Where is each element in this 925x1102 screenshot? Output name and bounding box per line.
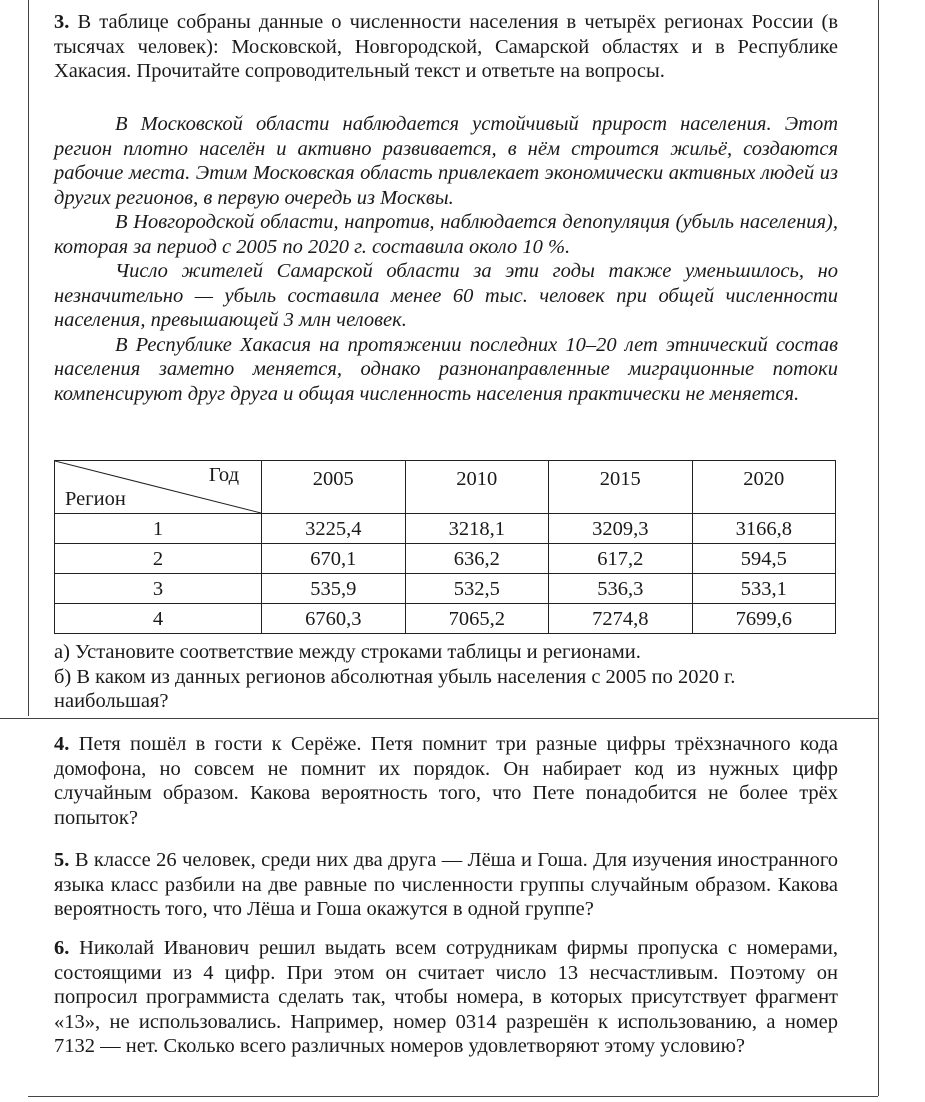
table-cell: 7699,6 (692, 604, 836, 634)
row-label: 1 (55, 514, 262, 544)
table-cell: 6760,3 (262, 604, 406, 634)
problem-5-number: 5. (54, 849, 70, 871)
frame-bottom-line (28, 1096, 878, 1097)
frame-right-line (878, 0, 879, 1096)
year-header: 2005 (262, 461, 406, 514)
row-label: 3 (55, 574, 262, 604)
table-header-row (55, 461, 836, 514)
paragraph-samara: Число жителей Самарской области за эти годы также уменьшилось, но незначительно — убыль составила менее 60 тыс. человек при общей численности населения, превышающей 3 млн человек. (54, 260, 838, 331)
problem-6 (54, 936, 838, 1059)
table-cell: 536,3 (549, 574, 693, 604)
problem-4-text: Петя пошёл в гости к Серёже. Петя помнит три разные цифры трёхзначного кода домофона, но совсем не помнит их порядок. Он набирает код из нужных цифр случайным образом. Какова вероятность того, что Пете понадобится не более трёх попыток? (54, 733, 838, 829)
problem-3-intro (54, 10, 838, 84)
problem-5 (54, 848, 838, 922)
paragraph-moscow: В Московской области наблюдается устойчивый прирост населения. Этот регион плотно населён и активно развивается, в нём строится жильё, создаются рабочие места. Этим Московская область привлекает экономически активных людей из других регионов, в первую очередь из Москвы. (54, 113, 838, 209)
table-cell: 670,1 (262, 544, 406, 574)
corner-year-label: Год (208, 464, 239, 486)
question-b: б) В каком из данных регионов абсолютная убыль населения с 2005 по 2020 г. наибольшая? (54, 665, 736, 712)
year-header: 2015 (549, 461, 693, 514)
table-cell: 594,5 (692, 544, 836, 574)
table-cell: 3225,4 (262, 514, 406, 544)
table-row (55, 574, 836, 604)
problem-4-number: 4. (54, 733, 70, 755)
problem-3-questions (54, 640, 838, 714)
frame-left-line (28, 0, 29, 716)
table-cell: 3166,8 (692, 514, 836, 544)
paragraph-novgorod: В Новгородской области, напротив, наблюдается депопуляция (убыль населения), которая за период с 2005 по 2020 г. составила около 10 %. (54, 211, 838, 258)
corner-region-label: Регион (65, 488, 126, 510)
problem-3-accompanying-text (54, 112, 838, 406)
table-cell: 535,9 (262, 574, 406, 604)
table-row (55, 544, 836, 574)
paragraph-khakassia: В Республике Хакасия на протяжении последних 10–20 лет этнический состав населения заметно меняется, однако разнонаправленные миграционные потоки компенсируют друг друга и общая численность населения практически не меняется. (54, 333, 838, 405)
row-label: 4 (55, 604, 262, 634)
problem-5-text: В классе 26 человек, среди них два друга — Лёша и Гоша. Для изучения иностранного языка класс разбили на две равные по численности группы случайным образом. Какова вероятность того, что Лёша и Гоша окажутся в одной группе? (54, 849, 838, 920)
problem-6-number: 6. (54, 937, 70, 959)
table-cell: 636,2 (405, 544, 549, 574)
population-table (54, 460, 836, 634)
table-corner-cell (55, 461, 262, 514)
table-cell: 7065,2 (405, 604, 549, 634)
table-cell: 532,5 (405, 574, 549, 604)
problem-3-intro-text: В таблице собраны данные о численности населения в четырёх регионах России (в тысячах человек): Московской, Новгородской, Самарской областях и в Республике Хакасия. Прочитайте сопроводительный текст и ответьте на вопросы. (54, 11, 838, 82)
table-cell: 7274,8 (549, 604, 693, 634)
table-row (55, 604, 836, 634)
section-divider (0, 718, 878, 719)
year-header: 2010 (405, 461, 549, 514)
table-cell: 3209,3 (549, 514, 693, 544)
year-header: 2020 (692, 461, 836, 514)
problem-6-text: Николай Иванович решил выдать всем сотрудникам фирмы пропуска с номерами, состоящими из 4 цифр. При этом он считает число 13 несчастливым. Поэтому он попросил программиста сделать так, чтобы номера, в которых присутствует фрагмент «13», не использовались. Например, номер 0314 разрешён к использованию, а номер 7132 — нет. Сколько всего различных номеров удовлетворяют этому условию? (54, 937, 838, 1057)
problem-3-number: 3. (54, 11, 70, 33)
table-cell: 3218,1 (405, 514, 549, 544)
table-cell: 533,1 (692, 574, 836, 604)
problem-4 (54, 732, 838, 830)
table-row (55, 514, 836, 544)
row-label: 2 (55, 544, 262, 574)
question-a: а) Установите соответствие между строками таблицы и регионами. (54, 641, 641, 663)
table-cell: 617,2 (549, 544, 693, 574)
